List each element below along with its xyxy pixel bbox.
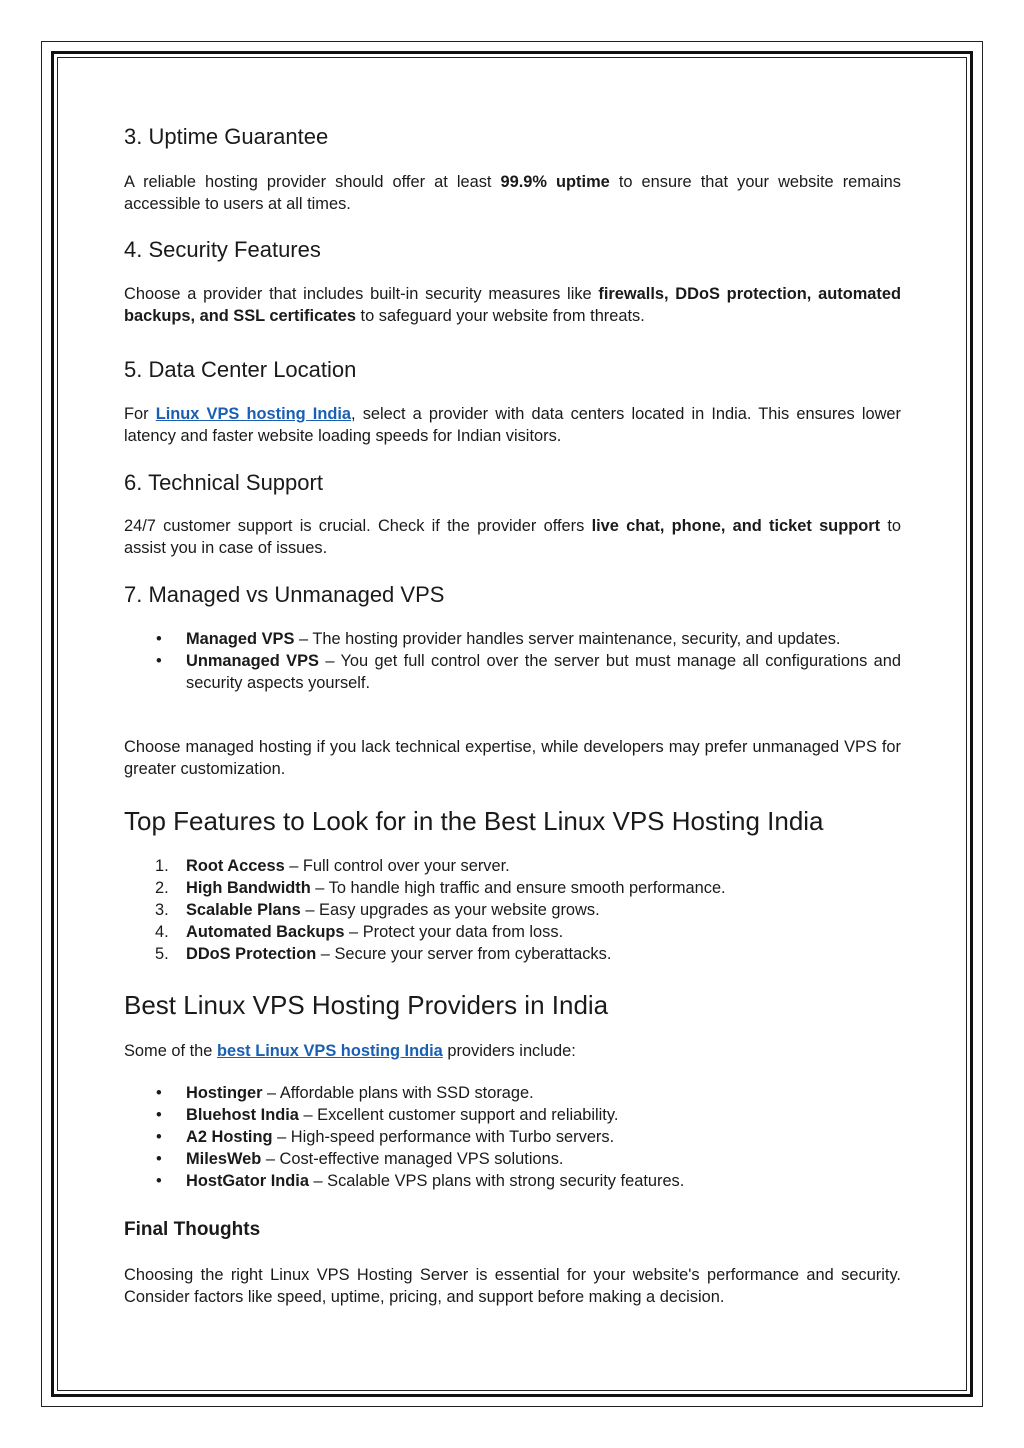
bold-text: 99.9% uptime [500,173,610,191]
list-text: – The hosting provider handles server maintenance, security, and updates. [294,630,841,648]
paragraph-managed-closing: Choose managed hosting if you lack technical expertise, while developers may prefer unmanaged VPS for greater customization. [124,738,901,778]
list-term: Automated Backups [186,923,345,941]
list-text: – To handle high traffic and ensure smooth performance. [310,879,726,897]
list-number: 1. [155,857,169,875]
paragraph-support [124,515,901,559]
heading-top-features: Top Features to Look for in the Best Linux VPS Hosting India [124,806,824,836]
heading-data-center-location: 5. Data Center Location [124,357,357,382]
list-item [124,1126,901,1148]
heading-uptime-guarantee: 3. Uptime Guarantee [124,124,329,149]
list-number: 4. [155,923,169,941]
text: to safeguard your website from threats. [356,307,645,325]
bullet-icon: • [156,630,162,648]
list-term: Managed VPS [186,630,295,648]
features-list [124,855,901,965]
text: For [124,405,156,423]
list-text: – Scalable VPS plans with strong security features. [308,1172,685,1190]
heading-final-thoughts: Final Thoughts [124,1219,261,1240]
list-term: Root Access [186,857,285,875]
list-number: 3. [155,901,169,919]
text: providers include: [442,1042,576,1060]
bullet-icon: • [156,1106,162,1124]
list-item [124,1082,901,1104]
heading-managed-vs-unmanaged: 7. Managed vs Unmanaged VPS [124,582,445,607]
list-term: DDoS Protection [186,945,317,963]
list-text: – You get full control over the server but must manage all configurations and security aspects yourself. [186,652,901,692]
list-text: – Cost-effective managed VPS solutions. [261,1150,564,1168]
list-item [124,877,901,899]
list-item [124,899,901,921]
list-text: – Protect your data from loss. [344,923,564,941]
list-item [124,1104,901,1126]
list-item [124,921,901,943]
heading-security-features: 4. Security Features [124,237,321,262]
list-term: Bluehost India [186,1106,299,1124]
list-item [124,943,901,965]
paragraph-security [124,283,901,327]
bullet-icon: • [156,1172,162,1190]
heading-best-providers: Best Linux VPS Hosting Providers in India [124,990,609,1020]
list-item [124,628,901,650]
heading-technical-support: 6. Technical Support [124,470,323,495]
bullet-icon: • [156,1084,162,1102]
list-item [124,855,901,877]
list-term: A2 Hosting [186,1128,273,1146]
list-item [124,1148,901,1170]
text: 24/7 customer support is crucial. Check if the provider offers [124,517,592,535]
text: Some of the [124,1042,217,1060]
text: A reliable hosting provider should offer at least [124,173,501,191]
bullet-icon: • [156,652,162,670]
list-text: – Excellent customer support and reliability. [298,1106,619,1124]
list-item [124,650,901,694]
list-term: Unmanaged VPS [186,652,319,670]
list-text: – Easy upgrades as your website grows. [300,901,600,919]
list-term: High Bandwidth [186,879,311,897]
text: Choose a provider that includes built-in security measures like [124,285,599,303]
bullet-icon: • [156,1150,162,1168]
list-term: HostGator India [186,1172,309,1190]
paragraph-providers-intro [124,1040,901,1062]
paragraph-final-thoughts: Choosing the right Linux VPS Hosting Server is essential for your website's performance and security. Consider factors like speed, uptime, pricing, and support before making a decision. [124,1266,901,1306]
paragraph-data-center [124,403,901,447]
text: to assist you in case of issues. [124,517,901,557]
paragraph-uptime [124,171,901,215]
list-term: MilesWeb [186,1150,262,1168]
bold-text: firewalls, DDoS protection, automated backups, and SSL certificates [124,285,901,325]
list-item [124,1170,901,1192]
link-linux-vps-hosting-india[interactable]: Linux VPS hosting India [155,405,352,423]
bullet-icon: • [156,1128,162,1146]
text: , select a provider with data centers located in India. This ensures lower latency and faster website loading speeds for Indian visitors. [124,405,901,445]
link-best-linux-vps-hosting-india[interactable]: best Linux VPS hosting India [216,1042,443,1060]
text: to ensure that your website remains accessible to users at all times. [124,173,901,213]
list-term: Hostinger [186,1084,263,1102]
providers-list [124,1082,901,1192]
list-text: – Secure your server from cyberattacks. [316,945,612,963]
list-number: 2. [155,879,169,897]
bold-text: live chat, phone, and ticket support [591,517,881,535]
list-text: – Full control over your server. [284,857,510,875]
list-text: – Affordable plans with SSD storage. [262,1084,534,1102]
list-term: Scalable Plans [186,901,301,919]
managed-list [124,628,901,694]
list-number: 5. [155,945,169,963]
list-text: – High-speed performance with Turbo servers. [272,1128,615,1146]
